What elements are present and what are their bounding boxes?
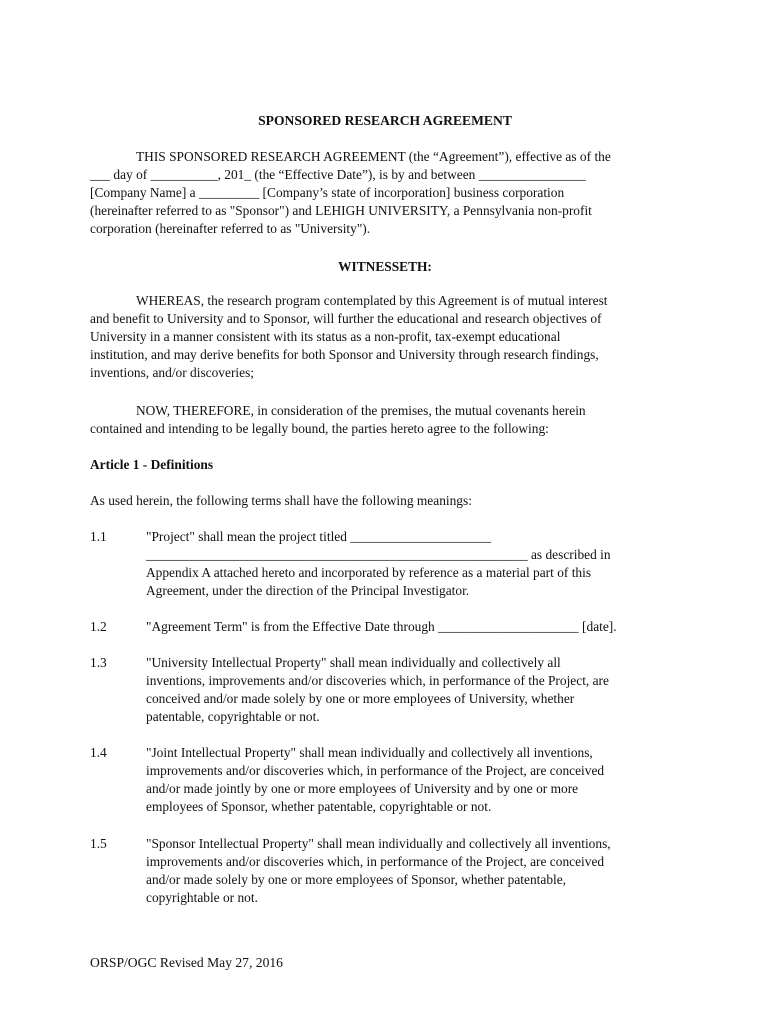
definition-line: improvements and/or discoveries which, in performance of the Project, are conceived xyxy=(146,854,605,869)
now-therefore-line: NOW, THEREFORE, in consideration of the premises, the mutual covenants herein xyxy=(136,403,586,418)
definition-text xyxy=(146,618,676,636)
definition-number: 1.5 xyxy=(90,836,107,851)
whereas-line: University in a manner consistent with its status as a non-profit, tax-exempt educational xyxy=(90,329,561,344)
intro-paragraph xyxy=(90,148,680,238)
definition-line: Agreement, under the direction of the Principal Investigator. xyxy=(146,583,470,598)
definition-text xyxy=(146,835,676,907)
definition-line: "Sponsor Intellectual Property" shall mean individually and collectively all inventions, xyxy=(146,836,611,851)
definition-line: patentable, copyrightable or not. xyxy=(146,709,320,724)
definition-line: "Agreement Term" is from the Effective Date through _____________________ [date]. xyxy=(146,619,617,634)
definition-line: copyrightable or not. xyxy=(146,890,258,905)
definition-line: "Project" shall mean the project titled _____________________ xyxy=(146,529,491,544)
intro-line: corporation (hereinafter referred to as "University"). xyxy=(90,221,371,236)
definition-line: conceived and/or made solely by one or more employees of University, whether xyxy=(146,691,575,706)
definition-line: _________________________________________________________ as described in xyxy=(146,547,611,562)
definition-line: "University Intellectual Property" shall mean individually and collectively all xyxy=(146,655,561,670)
document-title: SPONSORED RESEARCH AGREEMENT xyxy=(258,113,512,128)
whereas-line: and benefit to University and to Sponsor, will further the educational and research objectives of xyxy=(90,311,602,326)
definition-text xyxy=(146,744,676,816)
whereas-line: institution, and may derive benefits for both Sponsor and University through research findings, xyxy=(90,347,599,362)
definition-line: "Joint Intellectual Property" shall mean individually and collectively all inventions, xyxy=(146,745,593,760)
definition-text xyxy=(146,654,676,726)
intro-line: ___ day of __________, 201_ (the “Effective Date”), is by and between ________________ xyxy=(90,167,586,182)
as-used-paragraph: As used herein, the following terms shall have the following meanings: xyxy=(90,493,472,508)
definition-number: 1.3 xyxy=(90,655,107,670)
whereas-paragraph xyxy=(90,292,680,382)
definition-line: and/or made jointly by one or more employees of University and by one or more xyxy=(146,781,579,796)
definition-line: Appendix A attached hereto and incorporated by reference as a material part of this xyxy=(146,565,592,580)
intro-line: THIS SPONSORED RESEARCH AGREEMENT (the “Agreement”), effective as of the xyxy=(136,149,611,164)
now-therefore-line: contained and intending to be legally bound, the parties hereto agree to the following: xyxy=(90,421,549,436)
whereas-line: inventions, and/or discoveries; xyxy=(90,365,255,380)
article-1-heading: Article 1 - Definitions xyxy=(90,457,214,472)
definition-number: 1.2 xyxy=(90,619,107,634)
definition-text xyxy=(146,528,676,600)
definition-number: 1.1 xyxy=(90,529,107,544)
definition-line: and/or made solely by one or more employees of Sponsor, whether patentable, xyxy=(146,872,567,887)
definition-line: inventions, improvements and/or discoveries which, in performance of the Project, are xyxy=(146,673,609,688)
witnesseth-heading: WITNESSETH: xyxy=(338,259,432,274)
definition-line: improvements and/or discoveries which, in performance of the Project, are conceived xyxy=(146,763,605,778)
now-therefore-paragraph xyxy=(90,402,680,438)
definition-line: employees of Sponsor, whether patentable, copyrightable or not. xyxy=(146,799,492,814)
whereas-line: WHEREAS, the research program contemplated by this Agreement is of mutual interest xyxy=(136,293,608,308)
revision-footer: ORSP/OGC Revised May 27, 2016 xyxy=(90,955,283,970)
intro-line: [Company Name] a _________ [Company’s state of incorporation] business corporation xyxy=(90,185,565,200)
definition-number: 1.4 xyxy=(90,745,107,760)
intro-line: (hereinafter referred to as "Sponsor") and LEHIGH UNIVERSITY, a Pennsylvania non-profit xyxy=(90,203,592,218)
